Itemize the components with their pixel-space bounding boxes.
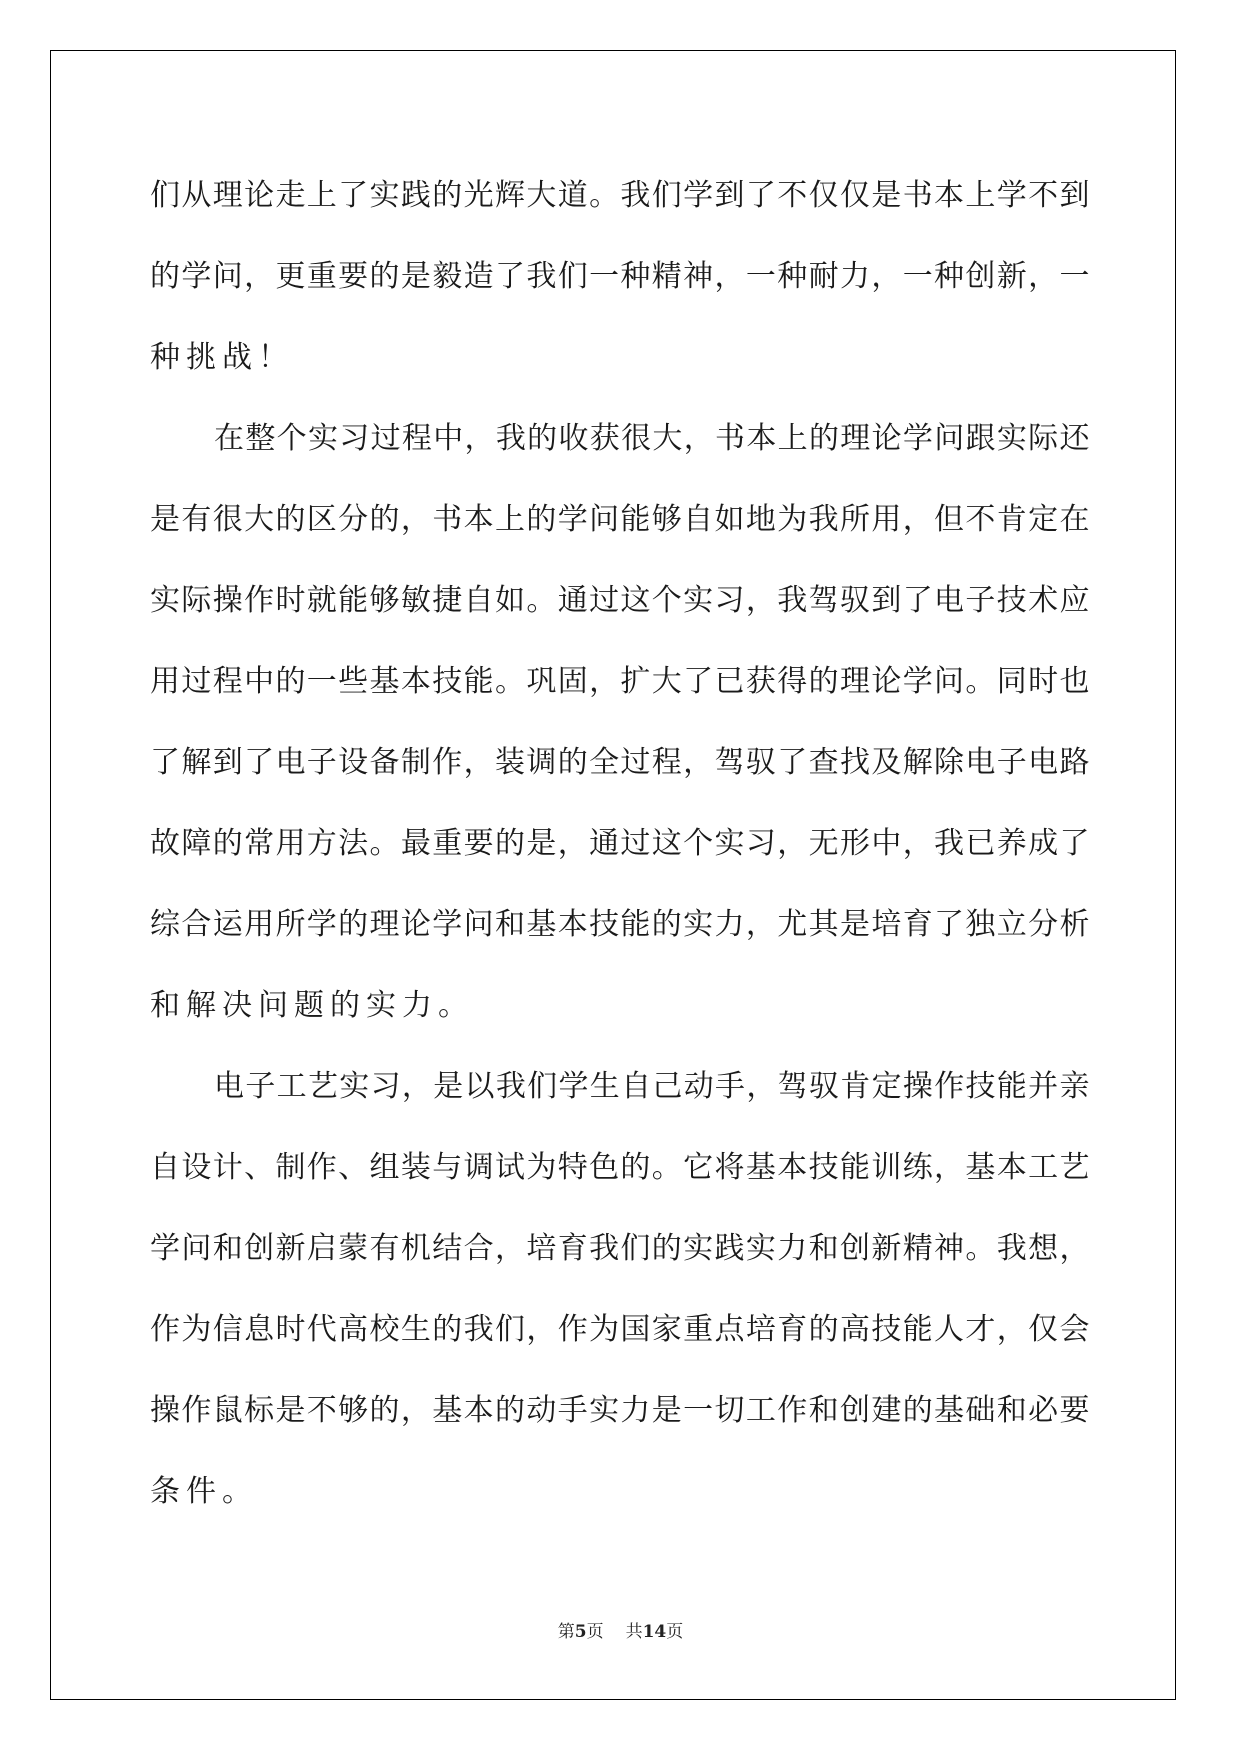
text-line: 用过程中的一些基本技能。巩固，扩大了已获得的理论学问。同时也 bbox=[150, 664, 1090, 699]
text-line: 电子工艺实习，是以我们学生自己动手，驾驭肯定操作技能并亲 bbox=[214, 1069, 1090, 1104]
current-page-number: 5 bbox=[574, 1622, 587, 1642]
text-line: 条件。 bbox=[150, 1474, 258, 1509]
document-body bbox=[150, 155, 1090, 1532]
text-line: 学问和创新启蒙有机结合，培育我们的实践实力和创新精神。我想， bbox=[150, 1231, 1090, 1266]
text-line: 在整个实习过程中，我的收获很大，书本上的理论学问跟实际还 bbox=[214, 421, 1090, 456]
text-line: 操作鼠标是不够的，基本的动手实力是一切工作和创建的基础和必要 bbox=[150, 1393, 1090, 1428]
total-prefix: 共 bbox=[625, 1622, 643, 1642]
text-line: 了解到了电子设备制作，装调的全过程，驾驭了查找及解除电子电路 bbox=[150, 745, 1090, 780]
page-number-footer bbox=[0, 1617, 1241, 1642]
text-line: 种挑战！ bbox=[150, 340, 294, 375]
total-page-count: 14 bbox=[642, 1622, 667, 1642]
page-prefix: 第 bbox=[557, 1622, 575, 1642]
text-line: 和解决问题的实力。 bbox=[150, 988, 474, 1023]
text-line: 故障的常用方法。最重要的是，通过这个实习，无形中，我已养成了 bbox=[150, 826, 1090, 861]
text-line: 们从理论走上了实践的光辉大道。我们学到了不仅仅是书本上学不到 bbox=[150, 178, 1090, 213]
text-line: 作为信息时代高校生的我们，作为国家重点培育的高技能人才，仅会 bbox=[150, 1312, 1090, 1347]
total-unit: 页 bbox=[666, 1622, 684, 1642]
text-line: 综合运用所学的理论学问和基本技能的实力，尤其是培育了独立分析 bbox=[150, 907, 1090, 942]
text-line: 实际操作时就能够敏捷自如。通过这个实习，我驾驭到了电子技术应 bbox=[150, 583, 1090, 618]
text-line: 是有很大的区分的，书本上的学问能够自如地为我所用，但不肯定在 bbox=[150, 502, 1090, 537]
page-unit: 页 bbox=[586, 1622, 604, 1642]
text-line: 的学问，更重要的是毅造了我们一种精神，一种耐力，一种创新，一 bbox=[150, 259, 1090, 294]
text-line: 自设计、制作、组装与调试为特色的。它将基本技能训练，基本工艺 bbox=[150, 1150, 1090, 1185]
